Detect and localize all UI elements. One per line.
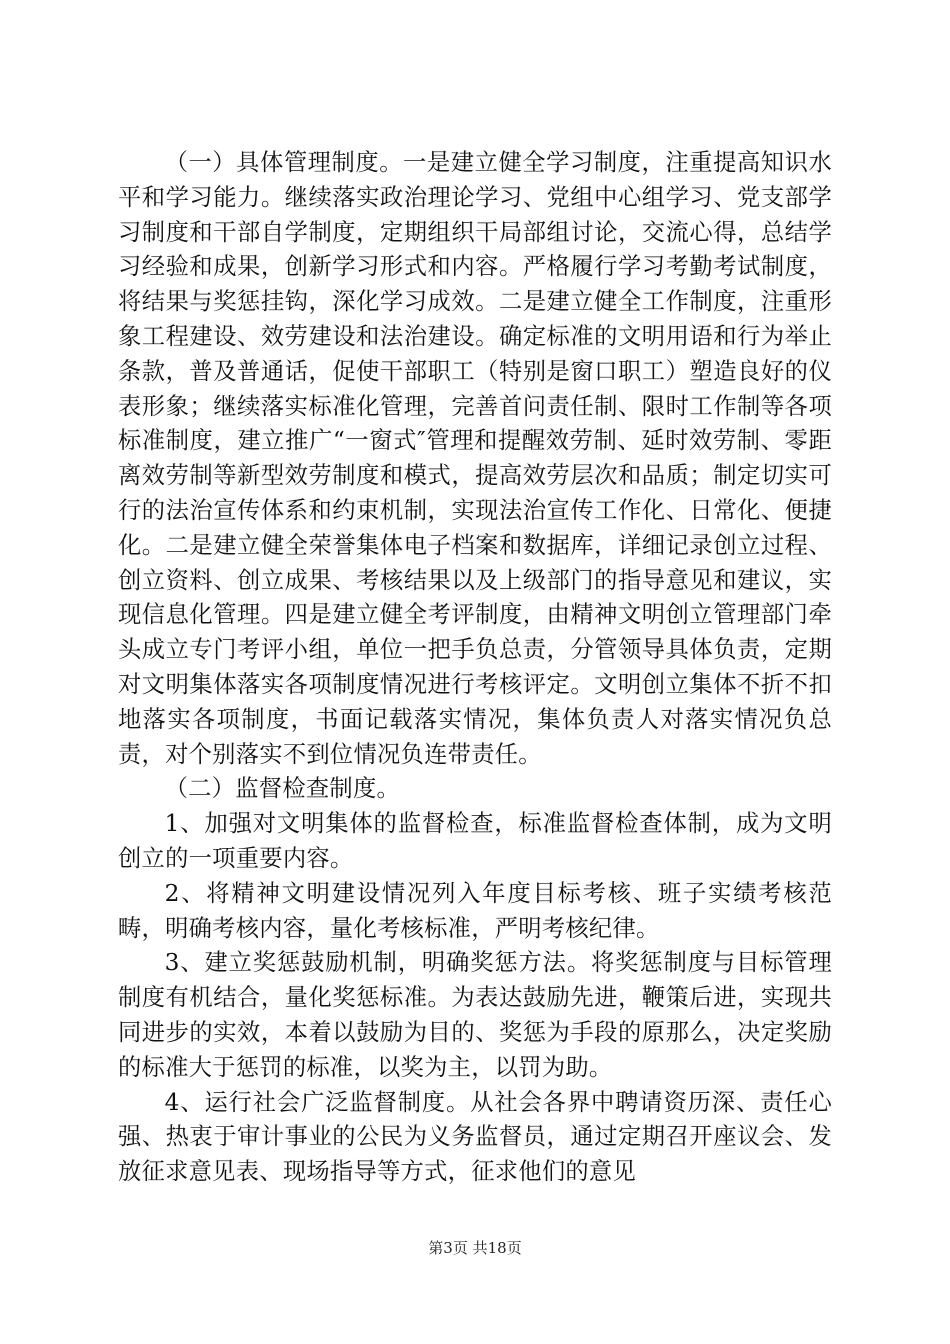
paragraph-management-system: （一）具体管理制度。一是建立健全学习制度，注重提高知识水平和学习能力。继续落实政治理论学习、党组中心组学习、党支部学习制度和干部自学制度，定期组织干局部组讨论，交流心得，总结学习经验和成果，创新学习形式和内容。严格履行学习考勤考试制度，将结果与奖惩挂钩，深化学习成效。二是建立健全工作制度，注重形象工程建设、效劳建设和法治建设。确定标准的文明用语和行为举止条款，普及普通话，促使干部职工（特别是窗口职工）塑造良好的仪表形象；继续落实标准化管理，完善首问责任制、限时工作制等各项标准制度，建立推广“一窗式″管理和提醒效劳制、延时效劳制、零距离效劳制等新型效劳制度和模式，提高效劳层次和品质；制定切实可行的法治宣传体系和约束机制，实现法治宣传工作化、日常化、便捷化。二是建立健全荣誉集体电子档案和数据库，详细记录创立过程、创立资料、创立成果、考核结果以及上级部门的指导意见和建议，实现信息化管理。四是建立健全考评制度，由精神文明创立管理部门牵头成立专门考评小组，单位一把手负总责，分管领导具体负责，定期对文明集体落实各项制度情况进行考核评定。文明创立集体不折不扣地落实各项制度，书面记载落实情况，集体负责人对落实情况负总责，对个别落实不到位情况负连带责任。	[118, 149, 832, 768]
document-body	[118, 146, 832, 1190]
paragraph-item-3: 3、建立奖惩鼓励机制，明确奖惩方法。将奖惩制度与目标管理制度有机结合，量化奖惩标准。为表达鼓励先进，鞭策后进，实现共同进步的实效，本着以鼓励为目的、奖惩为手段的原那么，决定奖励的标准大于惩罚的标准，以奖为主，以罚为助。	[118, 949, 832, 1081]
paragraph-item-1: 1、加强对文明集体的监督检查，标准监督检查体制，成为文明创立的一项重要内容。	[118, 810, 832, 872]
paragraph-supervision-heading: （二）监督检查制度。	[164, 775, 401, 803]
paragraph-item-4: 4、运行社会广泛监督制度。从社会各界中聘请资历深、责任心强、热衷于审计事业的公民为义务监督员，通过定期召开座议会、发放征求意见表、现场指导等方式，征求他们的意见	[118, 1088, 832, 1186]
paragraph-item-2: 2、将精神文明建设情况列入年度目标考核、班子实绩考核范畴，明确考核内容，量化考核标准，严明考核纪律。	[118, 879, 832, 942]
page-number-footer: 第3页 共18页	[428, 1239, 522, 1257]
